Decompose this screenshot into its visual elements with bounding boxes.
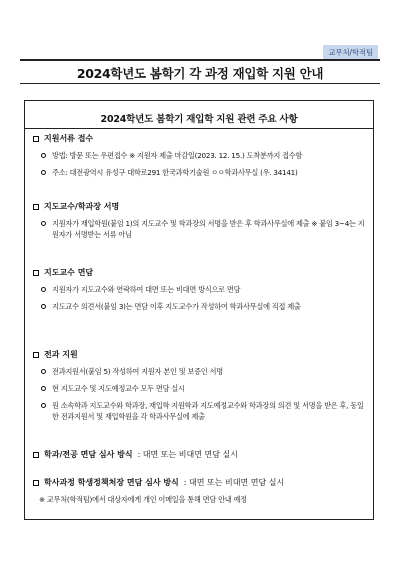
circle-bullet-icon xyxy=(41,153,46,158)
section-heading: 전과 지원 xyxy=(33,349,368,360)
section-heading: 학과/전공 면담 심사 방식 : 대면 또는 비대면 면담 실시 xyxy=(33,449,368,460)
square-bullet-icon xyxy=(33,204,39,210)
circle-bullet-icon xyxy=(41,386,46,391)
document-title: 2024학년도 봄학기 각 과정 재입학 지원 안내 xyxy=(76,66,324,81)
square-bullet-icon xyxy=(33,270,39,276)
circle-bullet-icon xyxy=(41,287,46,292)
square-bullet-icon xyxy=(33,136,39,142)
section-heading: 지도교수 면담 xyxy=(33,267,368,278)
section-policy-office-interview xyxy=(33,477,368,505)
box-title-rule xyxy=(25,128,373,129)
list-item: 지원자가 지도교수와 연락하여 대면 또는 비대면 방식으로 면담 xyxy=(33,284,368,295)
department-tag: 교무처/학적팀 xyxy=(323,45,378,60)
email-notice: ※ 교무처(학적팀)에서 대상자에게 개인 이메일을 통해 면담 안내 예정 xyxy=(39,495,247,504)
section-advisor-signature xyxy=(33,201,368,240)
list-item: 원 소속학과 지도교수와 학과장, 재입학 지원학과 지도예정교수와 학과장의 의견 및 서명을 받은 후, 동일한 전과지원서 및 재입학원을 각 학과사무실에 제출 xyxy=(33,400,368,422)
section-department-transfer xyxy=(33,349,368,422)
circle-bullet-icon xyxy=(41,304,46,309)
list-item: 현 지도교수 및 지도예정교수 모두 면담 실시 xyxy=(33,383,368,394)
title-rule-bottom xyxy=(20,83,380,84)
box-title: 2024학년도 봄학기 재입학 지원 관련 주요 사항 xyxy=(100,114,298,125)
circle-bullet-icon xyxy=(41,221,46,226)
circle-bullet-icon xyxy=(41,369,46,374)
section-advisor-interview xyxy=(33,267,368,312)
square-bullet-icon xyxy=(33,352,39,358)
title-rule-top xyxy=(20,59,380,61)
list-item: 주소: 대전광역시 유성구 대학로291 한국과학기술원 ㅇㅇ학과사무실 (우. 34141) xyxy=(33,167,368,178)
list-item: 전과지원서(붙임 5) 작성하여 지원자 본인 및 보증인 서명 xyxy=(33,366,368,377)
list-item: 방법: 방문 또는 우편접수 ※ 지원자 제출 마감일(2023. 12. 15.) 도착분까지 접수함 xyxy=(33,150,368,161)
section-application-submission xyxy=(33,133,368,178)
section-heading: 지도교수/학과장 서명 xyxy=(33,201,368,212)
list-item: 지원자가 재입학원(붙임 1)의 지도교수 및 학과장의 서명을 받은 후 학과사무실에 제출 ※ 붙임 3~4는 지원자가 서명받는 서류 아님 xyxy=(33,218,368,240)
list-item: 지도교수 의견서(붙임 3)는 면담 이후 지도교수가 작성하여 학과사무실에 직접 제출 xyxy=(33,301,368,312)
key-points-box xyxy=(24,100,374,520)
section-heading: 학사과정 학생정책처장 면담 심사 방식 : 대면 또는 비대면 면담 실시 xyxy=(33,477,368,488)
circle-bullet-icon xyxy=(41,403,46,408)
section-heading: 지원서류 접수 xyxy=(33,133,368,144)
square-bullet-icon xyxy=(33,452,39,458)
circle-bullet-icon xyxy=(41,170,46,175)
section-department-interview xyxy=(33,449,368,460)
square-bullet-icon xyxy=(33,480,39,486)
